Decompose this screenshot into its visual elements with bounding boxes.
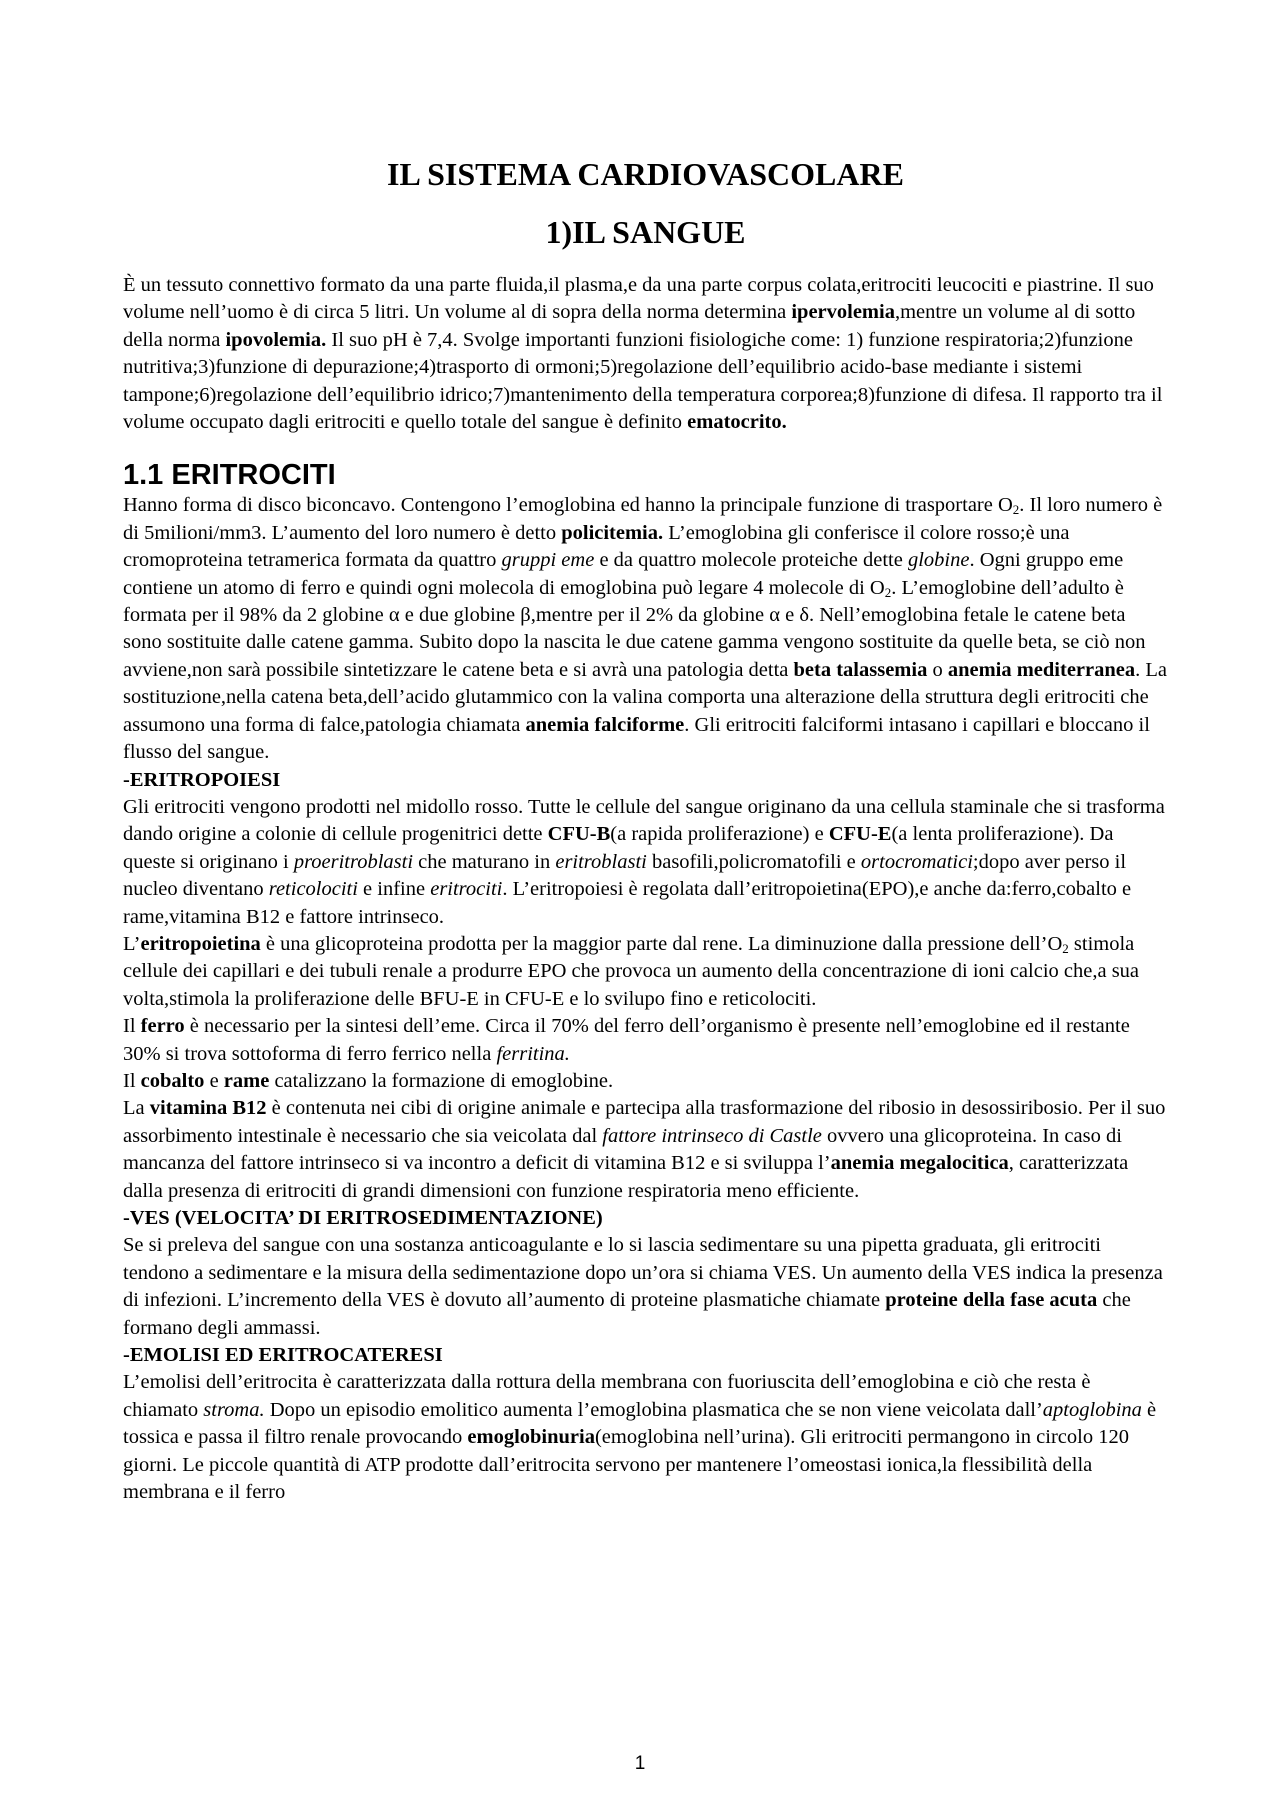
term-globine: globine: [907, 549, 970, 572]
term-cfu-e: CFU-E: [828, 823, 892, 846]
vitamina-b12-paragraph: La vitamina B12 è contenuta nei cibi di origine animale e partecipa alla trasformazione del ribosio in desossiribosio. Per il suo assorbimento intestinale è necessario che sia veicolata dal fattore intrinseco di Castle ovvero una glicoproteina. In caso di mancanza del fattore intrinseco si va incontro a deficit di vitamina B12 e si sviluppa l’anemia megalocitica, caratterizzata dalla presenza di eritrociti di grandi dimensioni con funzione respiratoria meno efficiente.: [123, 1097, 1166, 1202]
heading-eritrociti: 1.1 ERITROCITI: [123, 459, 336, 492]
term-policitemia: policitemia.: [561, 521, 664, 544]
term-cfu-b: CFU-B: [547, 823, 611, 846]
term-ferro: ferro: [140, 1015, 185, 1038]
eritrociti-paragraph: Hanno forma di disco biconcavo. Contengono l’emoglobina ed hanno la principale funzione di trasportare $O_2$. Il loro numero è di 5milioni/mm3. L’aumento del loro numero è detto policitemia. L’emoglobina gli conferisce il colore rosso;è una cromoproteina tetramerica formata da quattro gruppi eme e da quattro molecole proteiche dette globine. Ogni gruppo eme contiene un atomo di ferro e quindi ogni molecola di emoglobina può legare 4 molecole di $O_2$. L’emoglobine dell’adulto è formata per il 98% da 2 globine α e due globine β,mentre per il 2% da globine α e δ. Nell’emoglobina fetale le catene beta sono sostituite dalle catene gamma. Subito dopo la nascita le due catene gamma vengono sostituite da quelle beta, se ciò non avviene,non sarà possibile sintetizzare le catene beta e si avrà una patologia detta beta talassemia o anemia mediterranea. La sostituzione,nella catena beta,dell’acido glutammico con la valina comporta una alterazione della struttura degli eritrociti che assumono una forma di falce,patologia chiamata anemia falciforme. Gli eritrociti falciformi intasano i capillari e bloccano il flusso del sangue.: [123, 494, 1167, 764]
term-cobalto: cobalto: [140, 1069, 205, 1092]
eritropoietina-paragraph: L’eritropoietina è una glicoproteina prodotta per la maggior parte dal rene. La diminuzione dalla pressione $dell’O_2$ stimola cellule dei capillari e dei tubuli renale a produrre EPO che provoca un aumento della concentrazione di ioni calcio che,a sua volta,stimola la proliferazione delle BFU-E in CFU-E e lo svilupo fino e reticolociti.: [123, 932, 1140, 1010]
eritropoiesi-paragraph: Gli eritrociti vengono prodotti nel midollo rosso. Tutte le cellule del sangue originano da una cellula staminale che si trasforma dando origine a colonie di cellule progenitrici dette CFU-B(a rapida proliferazione) e CFU-E(a lenta proliferazione). Da queste si originano i proeritroblasti che maturano in eritroblasti basofili,policromatofili e ortocromatici;dopo aver perso il nucleo diventano reticolociti e infine eritrociti. L’eritropoiesi è regolata dall’eritropoietina(EPO),e anche da:ferro,cobalto e rame,vitamina B12 e fattore intrinseco.: [123, 795, 1165, 928]
term-gruppi-eme: gruppi eme: [501, 549, 595, 572]
document-title: IL SISTEMA CARDIOVASCOLARE: [387, 156, 904, 192]
term-anemia-megalocitica: anemia megalocitica: [830, 1152, 1009, 1175]
heading-ves: -VES (VELOCITA’ DI ERITROSEDIMENTAZIONE): [123, 1207, 603, 1229]
intro-paragraph: È un tessuto connettivo formato da una parte fluida,il plasma,e da una parte corpus colata,eritrociti leucociti e piastrine. Il suo volume nell’uomo è di circa 5 litri. Un volume al di sopra della norma determina ipervolemia,mentre un volume al di sotto della norma ipovolemia. Il suo pH è 7,4. Svolge importanti funzioni fisiologiche come: 1) funzione respiratoria;2)funzione nutritiva;3)funzione di depurazione;4)trasporto di ormoni;5)regolazione dell’equilibrio acido-base mediante i sistemi tampone;6)regolazione dell’equilibrio idrico;7)mantenimento della temperatura corporea;8)funzione di difesa. Il rapporto tra il volume occupato dagli eritrociti e quello totale del sangue è definito ematocrito.: [123, 274, 1163, 434]
term-beta-talassemia: beta talassemia: [793, 658, 928, 681]
term-ipervolemia: ipervolemia: [791, 301, 895, 324]
heading-eritropoiesi: -ERITROPOIESI: [123, 768, 281, 791]
ves-paragraph: Se si preleva del sangue con una sostanza anticoagulante e lo si lascia sedimentare su una pipetta graduata, gli eritrociti tendono a sedimentare e la misura della sedimentazione dopo un’ora si chiama VES. Un aumento della VES indica la presenza di infezioni. L’incremento della VES è dovuto all’aumento di proteine plasmatiche chiamate proteine della fase acuta che formano degli ammassi.: [123, 1234, 1163, 1339]
term-ematocrito: ematocrito.: [687, 411, 787, 434]
emolisi-paragraph: L’emolisi dell’eritrocita è caratterizzata dalla rottura della membrana con fuoriuscita dell’emoglobina e ciò che resta è chiamato stroma. Dopo un episodio emolitico aumenta l’emoglobina plasmatica che se non viene veicolata dall’aptoglobina è tossica e passa il filtro renale provocando emoglobinuria(emoglobina nell’urina). Gli eritrociti permangono in circolo 120 giorni. Le piccole quantità di ATP prodotte dall’eritrocita servono per mantenere l’omeostasi ionica,la flessibilità della membrana e il ferro: [123, 1371, 1157, 1504]
term-anemia-falciforme: anemia falciforme: [525, 713, 685, 736]
heading-emolisi: -EMOLISI ED ERITROCATERESI: [123, 1344, 443, 1367]
ferro-paragraph: Il ferro è necessario per la sintesi dell’eme. Circa il 70% del ferro dell’organismo è presente nell’emoglobine ed il restante 30% si trova sottoforma di ferro ferrico nella ferritina.: [123, 1015, 1130, 1065]
term-ipovolemia: ipovolemia.: [225, 328, 327, 351]
term-vitamina-b12: vitamina B12: [149, 1097, 267, 1120]
term-proteine-fase-acuta: proteine della fase acuta: [885, 1289, 1098, 1312]
page-number: 1: [634, 1753, 646, 1774]
term-rame: rame: [223, 1069, 270, 1092]
section-title: 1)IL SANGUE: [545, 214, 746, 250]
term-anemia-mediterranea: anemia mediterranea: [947, 658, 1136, 681]
page-content: [123, 150, 1168, 1506]
term-emoglobinuria: emoglobinuria: [467, 1426, 595, 1449]
cobalto-paragraph: Il cobalto e rame catalizzano la formazione di emoglobine.: [123, 1069, 614, 1092]
term-eritropoietina: eritropoietina: [140, 932, 261, 955]
